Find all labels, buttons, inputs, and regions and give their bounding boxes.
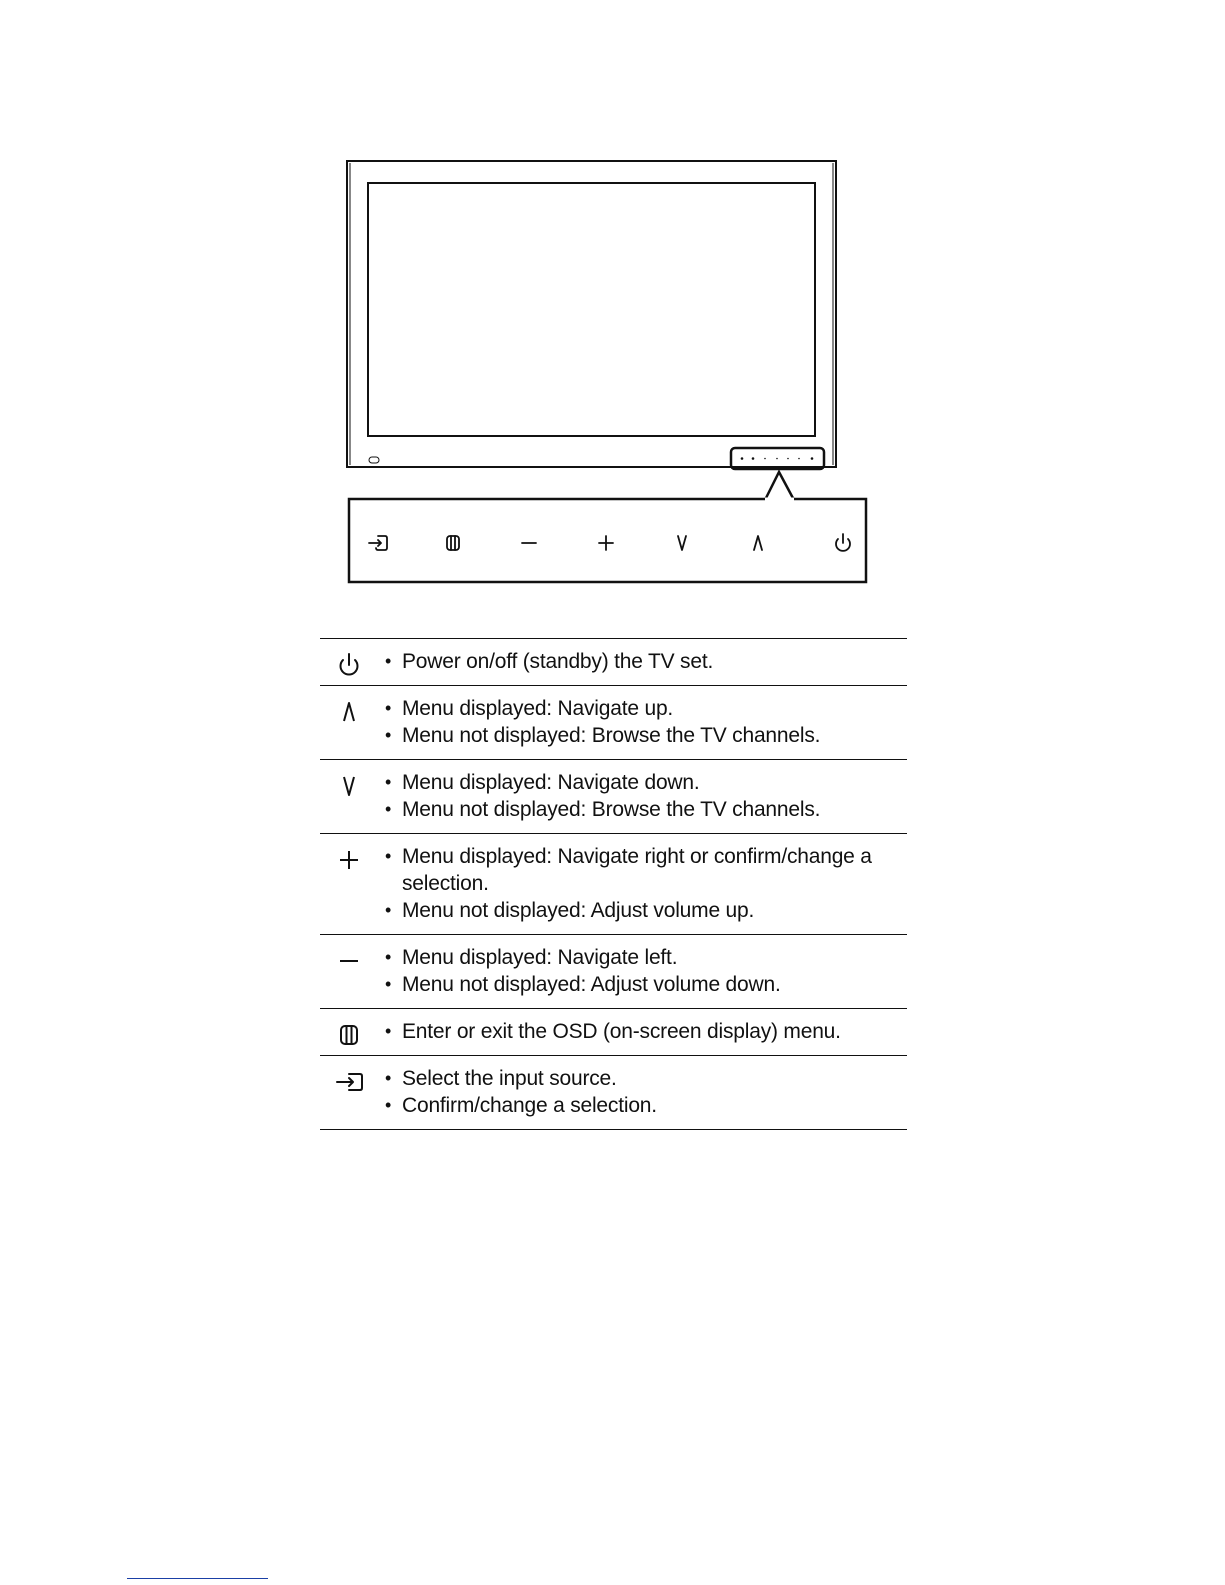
- list-item: • Select the input source.: [378, 1065, 907, 1092]
- table-row: [320, 1009, 907, 1056]
- list-item: • Menu displayed: Navigate up.: [378, 695, 907, 722]
- minus-icon: [336, 948, 362, 974]
- list-item: • Power on/off (standby) the TV set.: [378, 648, 907, 675]
- table-row: [320, 834, 907, 935]
- menu-icon: [336, 1022, 362, 1048]
- list-item: • Menu not displayed: Browse the TV channels.: [378, 796, 907, 823]
- plus-icon: [336, 847, 362, 873]
- table-row: [320, 639, 907, 686]
- footnote-rule: [127, 1578, 268, 1579]
- key-description-list: [378, 695, 907, 749]
- power-icon: [336, 652, 362, 678]
- key-description-list: [378, 944, 907, 998]
- list-item: • Confirm/change a selection.: [378, 1092, 907, 1119]
- control-panel-enlarged: [349, 499, 866, 582]
- key-description-list: [378, 648, 907, 675]
- table-row: [320, 1056, 907, 1130]
- standby-led: [369, 457, 379, 463]
- list-item: • Menu displayed: Navigate left.: [378, 944, 907, 971]
- tv-illustration: [340, 155, 875, 590]
- input-source-icon: [333, 1069, 365, 1095]
- table-row: [320, 686, 907, 760]
- tv-front-panel-figure: [340, 155, 875, 590]
- chevron-up-icon: [336, 699, 362, 725]
- tv-screen: [368, 183, 815, 436]
- key-description-list: [378, 769, 907, 823]
- tv-bezel: [347, 161, 836, 467]
- table-row: [320, 935, 907, 1009]
- list-item: • Menu not displayed: Adjust volume up.: [378, 897, 907, 924]
- list-item: • Menu displayed: Navigate down.: [378, 769, 907, 796]
- list-item: • Menu not displayed: Adjust volume down.: [378, 971, 907, 998]
- control-keys-table: [320, 638, 907, 1130]
- chevron-down-icon: [336, 773, 362, 799]
- list-item: • Enter or exit the OSD (on-screen display) menu.: [378, 1018, 907, 1045]
- list-item: • Menu not displayed: Browse the TV channels.: [378, 722, 907, 749]
- list-item: • Menu displayed: Navigate right or confirm/change a selection.: [378, 843, 907, 897]
- key-description-list: [378, 1065, 907, 1119]
- key-description-list: [378, 1018, 907, 1045]
- key-description-list: [378, 843, 907, 924]
- table-row: [320, 760, 907, 834]
